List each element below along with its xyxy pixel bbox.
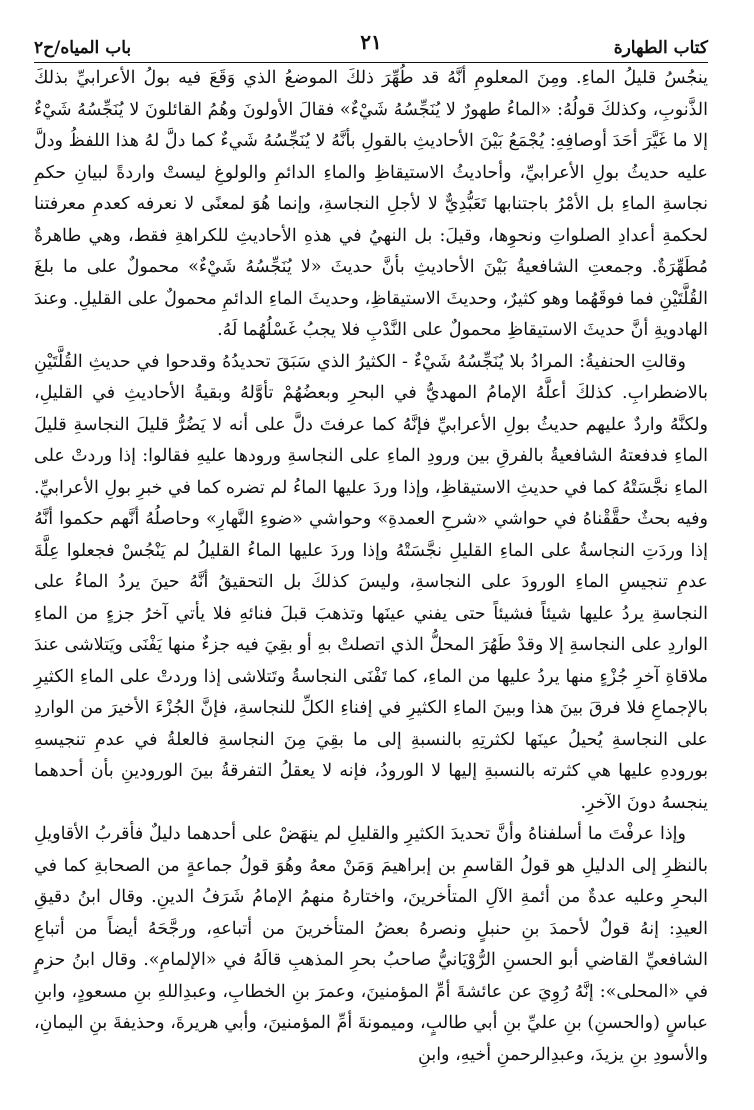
chapter-reference: باب المياه/ح٢ (34, 38, 132, 58)
paragraph: وإذا عرفْتَ ما أسلفناهُ وأنَّ تحديدَ الكثيرِ والقليلِ لم ينهَضْ على أحدهما دليلٌ فأقربُ الأقاويلِ بالنظرِ إلى الدليلِ هو قولُ القاسمِ بن إبراهيمَ وَمَنْ معهُ وهُوَ قولُ جماعةٍ من الصحابةِ كما في البحرِ وعليه عدةٌ من أئمةِ الآلِ المتأخرينَ، واختارهُ منهمُ الإمامُ شَرَفُ الدينِ. وقال ابنُ دقيقِ العيدِ: إنهُ قولٌ لأحمدَ بنِ حنبلٍ ونصرهُ بعضُ المتأخرينَ من أتباعهِ، ورجَّحَهُ أيضاً من أتباعِ الشافعيِّ القاضي أبو الحسنِ الرُّوْيَانيُّ صاحبُ بحرِ المذهبِ قالَهُ في «الإلمامِ». وقال ابنُ حزمٍ في «المحلى»: إنَّهُ رُوِيَ عن عائشةَ أمِّ المؤمنينَ، وعمرَ بنِ الخطابِ، وعبدِاللهِ بنِ مسعودٍ، وابنِ عباسٍ (والحسنِ) بنِ عليِّ بنِ أبي طالبٍ، وميمونةَ أمِّ المؤمنينَ، وأبي هريرةَ، وحذيفةَ بنِ اليمانِ، والأسودِ بنِ يزيدَ، وعبدِالرحمنِ أخيهِ، وابنِ (34, 824, 708, 1065)
page-header (34, 0, 708, 63)
paragraph: ينجُسُ قليلُ الماءِ. ومِنَ المعلومِ أنَّهُ قد طُهِّرَ ذلكَ الموضعُ الذي وَقَعَ فيه بولُ الأعرابيِّ بذلكَ الذَّنوبِ، وكذلكَ قولُهُ: «الماءُ طهورٌ لا يُنَجِّسُهُ شَيْءٌ» فقالَ الأولونَ وهُمُ القائلونَ لا يُنَجِّسُهُ شَيْءٌ إلا ما غَيَّرَ أحَدَ أوصافِهِ: يُجْمَعُ بَيْنَ الأحاديثِ بالقولِ بأنَّهُ لا يُنَجِّسُهُ شَيءٌ كما دلَّ لهُ هذا اللفظُ ودلَّ عليه حديثُ بولِ الأعرابيِّ، وأحاديثُ الاستيقاظِ والماءِ الدائمِ والولوغِ ليستْ واردةً لبيانِ حكمِ نجاسةِ الماءِ بل الأمْرُ باجتنابها تَعَبُّدِيٌّ لا لأجلِ النجاسةِ، وإنما هُوَ لمعنًى لا نعرفه كعدمِ معرفتنا لحكمةِ أعدادِ الصلواتِ ونحوِها، وقيلَ: بل النهيُ في هذهِ الأحاديثِ للكراهةِ فقط، وهي طاهرةٌ مُطَهِّرَةٌ. وجمعتِ الشافعيةُ بَيْنَ الأحاديثِ بأنَّ حديثَ «لا يُنَجِّسُهُ شَيْءٌ» محمولٌ على ما بلغَ القُلَّتَيْنِ فما فوقَهُما وهو كثيرٌ، وحديثَ الاستيقاظِ، وحديثَ الماءِ الدائمِ محمولٌ على القليلِ. وعندَ الهادويةِ أنَّ حديثَ الاستيقاظِ محمولٌ على النَّدْبِ فلا يجبُ غَسْلُهُما لَهُ. (34, 68, 708, 340)
page-number: ٢١ (360, 30, 382, 54)
paragraph: وقالتِ الحنفيةُ: المرادُ بلا يُنَجِّسُهُ شَيْءٌ - الكثيرُ الذي سَبَقَ تحديدُهُ وقدحوا في حديثِ القُلَّتَيْنِ بالاضطرابِ. كذلكَ أعلَّهُ الإمامُ المهديُّ في البحرِ وبعضُهُمْ تأوَّلهُ وبقيةُ الأحاديثِ في القليلِ، ولكنَّهُ واردٌ عليهم حديثُ بولِ الأعرابيِّ فإنَّهُ كما عرفتَ دلَّ على أنه لا يَضُرُّ قليلَ النجاسةِ قليلَ الماءِ فدفعتهُ الشافعيةُ بالفرقِ بين ورودِ الماءِ على النجاسةِ ورودها عليهِ فقالوا: إذا وردتْ على الماءِ نجَّسَتْهُ كما في حديثِ الاستيقاظِ، وإذا وردَ عليها الماءُ لم تضره كما في خبرِ بولِ الأعرابيِّ. وفيه بحثٌ حقَّقْناهُ في حواشي «شرحِ العمدةِ» وحواشي «ضوءِ النَّهارِ» وحاصلُهُ أنَّهم حكموا أنَّهُ إذا وردَتِ النجاسةُ على الماءِ القليلِ نجَّسَتْهُ وإذا وردَ عليها الماءُ القليلُ لم يَنْجُسْ فجعلوا عِلَّةَ عدمِ تنجيسِ الماءِ الورودَ على النجاسةِ، وليسَ كذلكَ بل التحقيقُ أنَّهُ حينَ يردُ الماءُ على النجاسةِ يردُ عليها شيئاً فشيئاً حتى يفني عينَها وتذهبَ قبلَ فنائهِ فلا يأتي آخرُ جزءٍ من الماءِ الواردِ على النجاسةِ إلا وقدْ طَهُرَ المحلُّ الذي اتصلتْ بهِ أو بقِيَ فيه جزءٌ منها يَفْنَى ويَتلاشى عندَ ملاقاةِ آخرِ جُزْءٍ منها يردُ عليها من الماءِ، كما تَفْنَى النجاسةُ وتَتلاشى إذا وردتْ على الماءِ الكثيرِ بالإجماعِ فلا فرقَ بينَ هذا وبينَ الماءِ الكثيرِ في إفناءِ الكلِّ للنجاسةِ، فإنَّ الجُزْءَ الأخيرَ من الواردِ على النجاسةِ يُحيلُ عينَها لكثرتِهِ بالنسبةِ إلى ما بقِيَ مِنَ النجاسةِ فالعلةُ في عدمِ تنجيسهِ بورودهِ عليها هي كثرته بالنسبةِ إليها لا الورودُ، فإنه لا يعقلُ التفرقةُ بينَ الورودينِ بأن أحدهما ينجسهُ دونَ الآخرِ. (34, 351, 708, 813)
book-title: كتاب الطهارة (613, 38, 708, 58)
page-body (34, 63, 708, 1071)
